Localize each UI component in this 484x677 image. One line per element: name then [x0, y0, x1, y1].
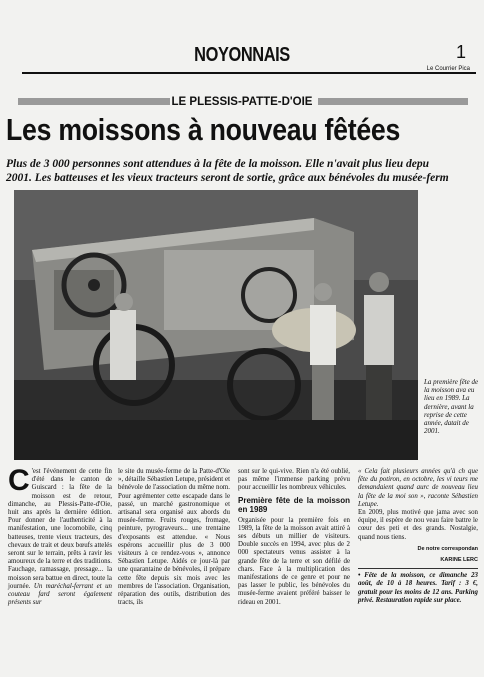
event-info: • Fête de la moisson, ce dimanche 23 août, de 10 à 18 heures. Tarif : 3 €, gratuit pour les moins de 12 ans. Parking privé. Restauration rapide sur place.	[358, 572, 478, 604]
lede-line-2: 2001. Les batteuses et les vieux tracteurs seront de sortie, grâce aux bénévoles du musée-ferm	[6, 172, 449, 184]
lede-line-1: Plus de 3 000 personnes sont attendues à la fête de la moisson. Elle n'avait plus lieu depu	[6, 158, 429, 170]
column-4-text: En 2009, plus motivé que jama avec son équipe, il espère de nou veau faire battre le cœur des peti et des grands. Nostalgie, quand nous tiens.	[358, 509, 478, 541]
header-rule	[22, 72, 476, 74]
article-photo	[14, 190, 418, 460]
column-3-text-1: sont sur le qui-vive. Rien n'a été oublié, pas même l'immense parking prévu pour accueillir les nombreux véhicules.	[238, 468, 350, 492]
kicker: LE PLESSIS-PATTE-D'OIE	[171, 96, 313, 108]
column-1-text: 'est l'événement de cette fin d'été dans le canton de Guiscard : la fête de la moisson est de retour, dimanche, au Plessis-Patte-d'Oie, huit ans après la dernière édition. Pour donner de l'authenticité à la manifestation, une locomobile, cinq batteuses, trente vieux tracteurs, des chevaux de trait et deux bœufs attelés seront sur le terrain, prêts à ravir les amoureux de la terre et des traditions. Fauchage, ramassage, pressage... la moisson sera battue en direct, toute la journée.	[8, 468, 112, 590]
section-title: NOYONNAIS	[194, 44, 290, 66]
photo-caption: La première fête de la moisson ava eu lieu en 1989. La dernière, avant la reprise de cette année, datait de 2001.	[424, 378, 479, 436]
column-3-text-2: Organisée pour la première fois en 1989, la fête de la moisson avait attiré à ses débuts un millier de visiteurs. Double succès en 1994, avec plus de 2 000 spectateurs venus assister à la grande fête de la terre et son défilé de chars. Face à la multiplication des manifestations de ce genre et pour ne pas lasser le public, les bénévoles du musée-ferme avaient préféré baisser le rideau en 2001.	[238, 516, 350, 606]
headline: Les moissons à nouveau fêtées	[6, 112, 401, 147]
publication-name: Le Courrier Pica	[426, 66, 470, 72]
signature-label: De notre correspondan	[417, 545, 478, 552]
signature-name: KARINE LERC	[440, 557, 478, 564]
column-1	[8, 464, 112, 607]
column-3	[238, 468, 350, 607]
dropcap: C	[8, 464, 30, 497]
column-1-italic: Un maréchal-ferrant et un couteau fard seront également présents sur	[8, 582, 112, 607]
column-2	[118, 468, 230, 607]
subheading: Première fête de la moisson en 1989	[238, 495, 350, 514]
column-4	[358, 468, 478, 605]
column-2-text: le site du musée-ferme de la Patte-d'Oie », détaille Sébastien Letupe, président et bénévole de l'association du même nom. Pour agrémenter cette escapade dans le passé, un marché gastronomique et artisanal sera organisé aux abords du musée-ferme. Fruits rouges, fromage, peinture, pyrograveurs... une trentaine d'exposants est attendue. « Nous espérons accueillir plus de 3 000 visiteurs à ce rendez-vous », annonce Sébastien Letupe. Aidés ce jour-là par une quarantaine de bénévoles, il prépare cette fête depuis six mois avec les membres de l'association. Organisation, réparation des outils, distribution des tracts, ils	[118, 468, 230, 607]
threshing-machine-photo	[14, 190, 418, 460]
page-number: 1	[455, 42, 466, 62]
column-4-quote: « Cela fait plusieurs années qu'à ch que fête du potiron, en octobre, les vi teurs me demandaient quand aurc de nouveau lieu la fête de la moi son », raconte Sébastien Letupe.	[358, 468, 478, 508]
